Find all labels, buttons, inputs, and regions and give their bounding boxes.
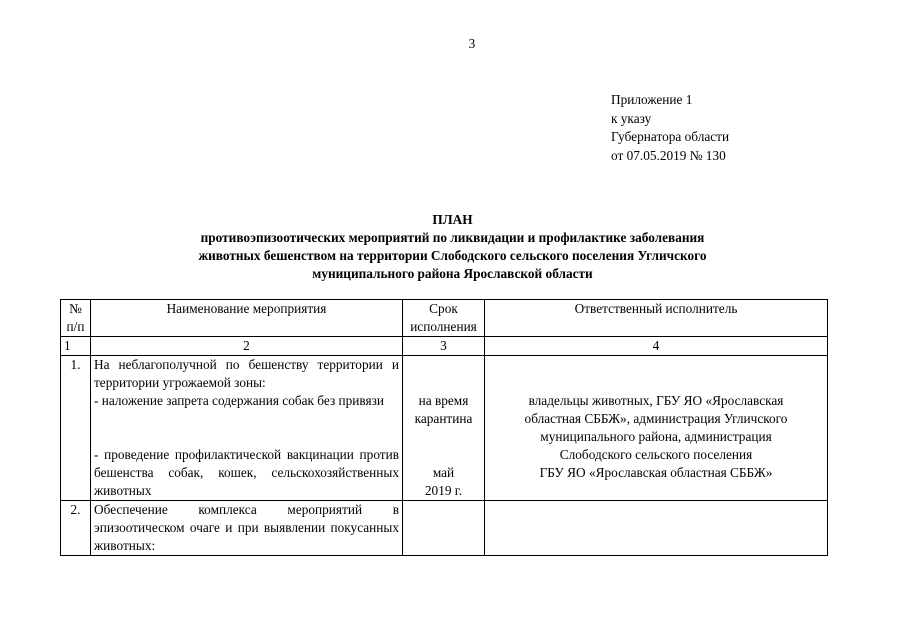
term-value: 2019 г.	[424, 483, 463, 498]
appendix-date: от 07.05.2019 № 130	[611, 147, 726, 163]
row-term-cell	[403, 501, 485, 556]
plan-subtitle-line: животных бешенством на территории Слободского сельского поселения Угличского	[198, 248, 707, 263]
appendix-line: Губернатора области	[611, 129, 730, 144]
row-number: 1.	[61, 356, 91, 501]
row-item: - проведение профилактической вакцинации против бешенства собак, кошек, сельскохозяйственных животных	[94, 447, 399, 498]
responsible-line: Слободского сельского поселения	[559, 447, 753, 462]
row-name-cell: Обеспечение комплекса мероприятий в эпизоотическом очаге и при выявлении покусанных животных:	[91, 501, 403, 556]
plan-table	[60, 299, 828, 556]
row-number: 2.	[61, 501, 91, 556]
term-value: на время	[418, 393, 469, 408]
term-value: май	[432, 465, 455, 480]
table-numbering-row	[61, 337, 828, 356]
appendix-line: к указу	[611, 110, 652, 126]
plan-heading	[60, 211, 845, 283]
row-item: - наложение запрета содержания собак без привязи	[94, 393, 384, 408]
plan-subtitle-line: противоэпизоотических мероприятий по ликвидации и профилактике заболевания	[200, 230, 705, 245]
header-name: Наименование мероприятия	[91, 300, 403, 337]
numbering-cell: 2	[91, 337, 403, 356]
table-row	[61, 356, 828, 501]
header-num: № п/п	[61, 300, 91, 337]
responsible-line: муниципального района, администрация	[540, 429, 772, 444]
responsible-line: владельцы животных, ГБУ ЯО «Ярославская	[528, 393, 784, 408]
numbering-cell: 3	[403, 337, 485, 356]
appendix-block	[611, 91, 729, 165]
header-responsible: Ответственный исполнитель	[485, 300, 828, 337]
term-value: карантина	[414, 411, 473, 426]
row-responsible-cell	[485, 356, 828, 501]
numbering-cell: 1	[61, 337, 91, 356]
plan-title: ПЛАН	[432, 212, 473, 227]
row-responsible-cell	[485, 501, 828, 556]
table-header-row	[61, 300, 828, 337]
row-name-intro: На неблагополучной по бешенству территории и территории угрожаемой зоны:	[94, 357, 399, 390]
row-term-cell	[403, 356, 485, 501]
table-row	[61, 501, 828, 556]
page-number: 3	[468, 36, 476, 51]
numbering-cell: 4	[485, 337, 828, 356]
row-name-cell	[91, 356, 403, 501]
plan-subtitle-line: муниципального района Ярославской области	[312, 266, 593, 281]
responsible-line: ГБУ ЯО «Ярославская областная СББЖ»	[539, 465, 773, 480]
header-term: Срок исполнения	[403, 300, 485, 337]
responsible-line: областная СББЖ», администрация Угличского	[524, 411, 788, 426]
appendix-line: Приложение 1	[611, 92, 693, 107]
